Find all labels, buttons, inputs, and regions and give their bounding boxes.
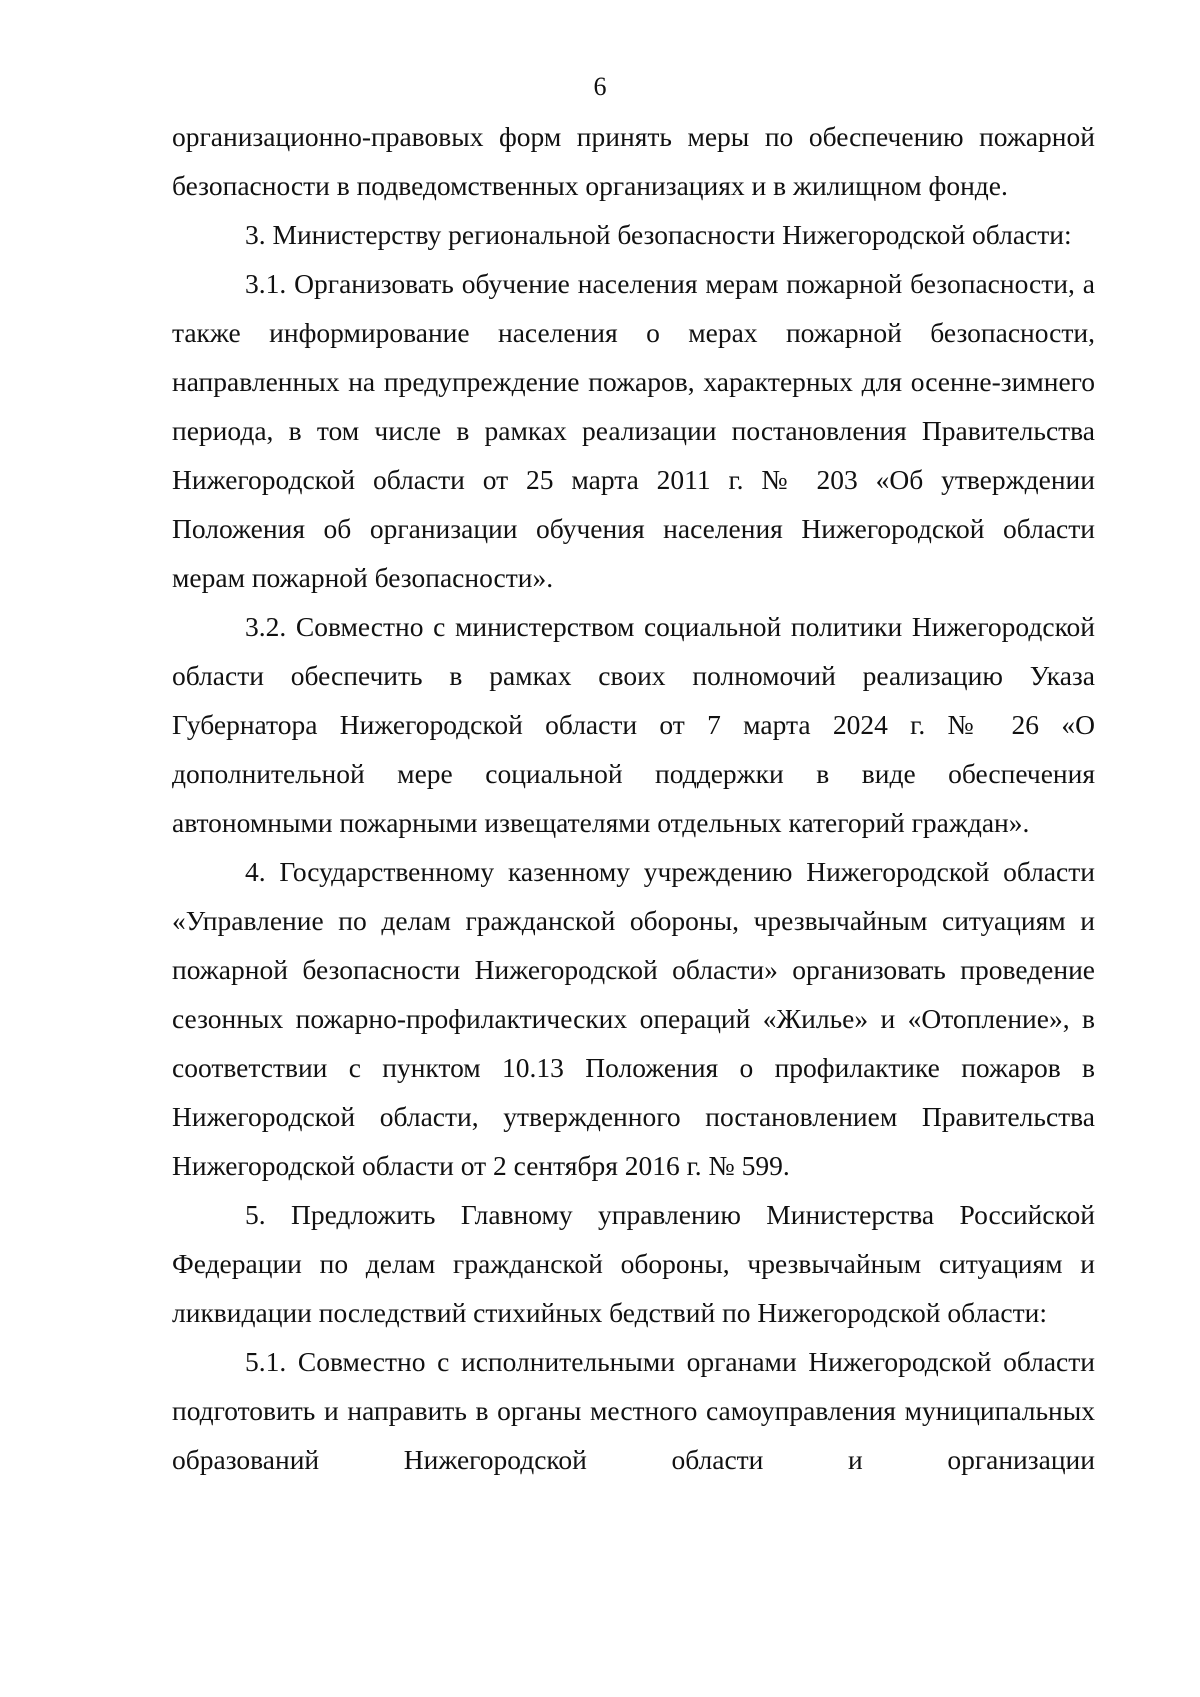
paragraph-continuation: организационно-правовых форм принять меры по обеспечению пожарной безопасности в подведомственных организациях и в жилищном фонде. (172, 121, 1095, 201)
paragraph-item-3-2: 3.2. Совместно с министерством социальной политики Нижегородской области обеспечить в рамках своих полномочий реализацию Указа Губернатора Нижегородской области от 7 марта 2024 г. № 26 «О дополнительной мере социальной поддержки в виде обеспечения автономными пожарными извещателями отдельных категорий граждан». (172, 611, 1095, 838)
paragraph-item-4: 4. Государственному казенному учреждению Нижегородской области «Управление по делам гражданской обороны, чрезвычайным ситуациям и пожарной безопасности Нижегородской области» организовать проведение сезонных пожарно-профилактических операций «Жилье» и «Отопление», в соответствии с пунктом 10.13 Положения о профилактике пожаров в Нижегородской области, утвержденного постановлением Правительства Нижегородской области от 2 сентября 2016 г. № 599. (172, 856, 1095, 1181)
paragraph-item-5-1: 5.1. Совместно с исполнительными органами Нижегородской области подготовить и направить в органы местного самоуправления муниципальных образований Нижегородской области и организации (172, 1346, 1095, 1475)
page-number: 6 (593, 72, 607, 101)
document-body (172, 112, 1095, 1484)
paragraph-item-5: 5. Предложить Главному управлению Министерства Российской Федерации по делам гражданской обороны, чрезвычайным ситуациям и ликвидации последствий стихийных бедствий по Нижегородской области: (172, 1199, 1095, 1328)
paragraph-item-3: 3. Министерству региональной безопасности Нижегородской области: (245, 219, 1072, 250)
paragraph-item-3-1: 3.1. Организовать обучение населения мерам пожарной безопасности, а также информирование населения о мерах пожарной безопасности, направленных на предупреждение пожаров, характерных для осенне-зимнего периода, в том числе в рамках реализации постановления Правительства Нижегородской области от 25 марта 2011 г. № 203 «Об утверждении Положения об организации обучения населения Нижегородской области мерам пожарной безопасности». (172, 268, 1095, 593)
